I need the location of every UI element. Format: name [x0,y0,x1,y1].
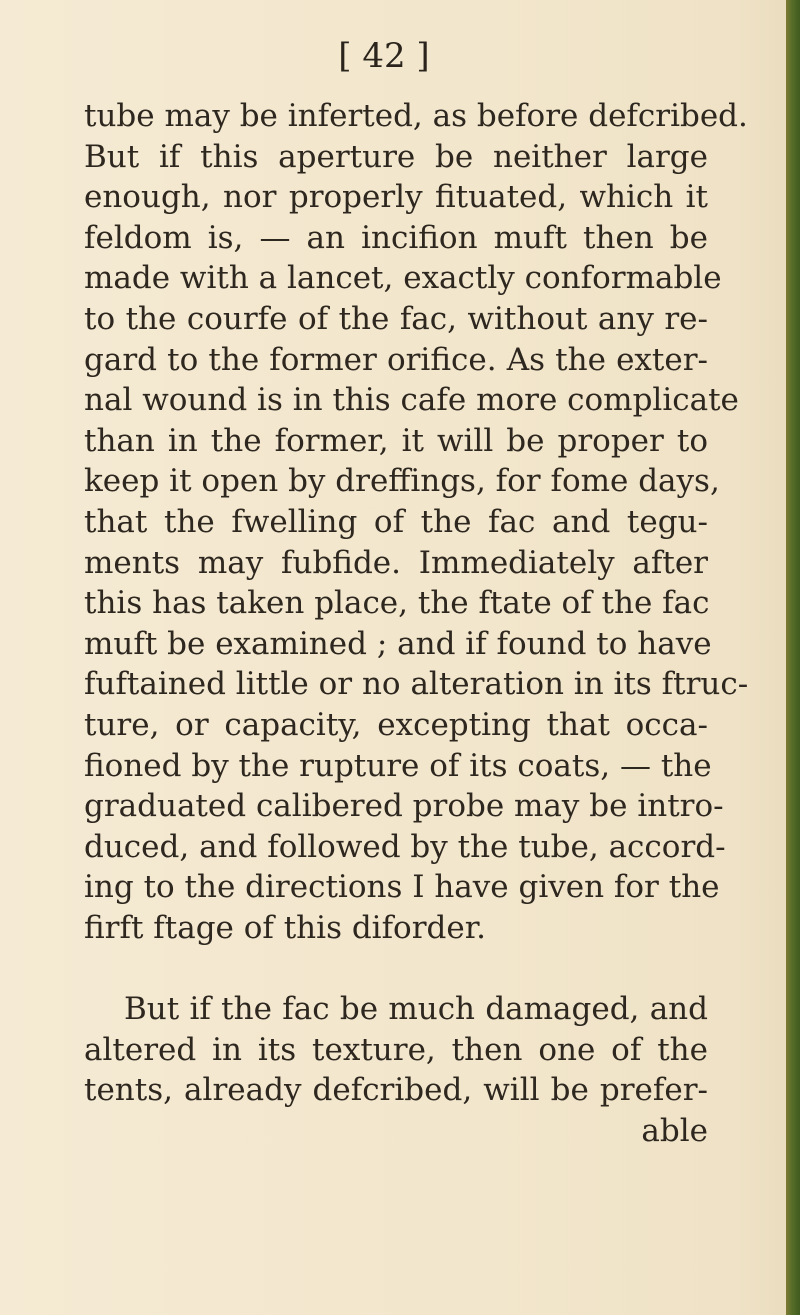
text-line: ing to the directions I have given for the [84,869,720,906]
text-line: enough, nor properly fituated, which it [84,179,708,216]
page-number: [ 42 ] [338,36,430,76]
text-line: made with a lancet, exactly conformable [84,260,722,297]
text-line: muft be examined ; and if found to have [84,625,712,662]
paragraph-gap [84,948,708,989]
text-line: keep it open by dreffings, for fome days, [84,463,720,500]
text-line: ments may fubfide. Immediately after [84,544,708,581]
catchword: able [641,1112,708,1149]
text-line: fioned by the rupture of its coats, — the [84,747,712,784]
text-line: nal wound is in this cafe more complicate [84,382,739,419]
text-line: But if the fac be much damaged, and [124,991,708,1028]
text-line: duced, and followed by the tube, accord- [84,828,726,865]
text-line: feldom is, — an incifion muft then be [84,219,708,256]
book-spine-edge [786,0,800,1315]
text-line: to the courfe of the fac, without any re- [84,300,708,337]
text-line: this has taken place, the ftate of the fac [84,585,710,622]
text-line: But if this aperture be neither large [84,138,708,175]
text-line: firft ftage of this diforder. [84,909,487,946]
text-line: tents, already defcribed, will be prefer- [84,1072,708,1109]
text-line: tube may be inferted, as before defcribed. [84,98,748,134]
text-line: gard to the former orifice. As the exter- [84,341,708,378]
text-line: that the fwelling of the fac and tegu- [84,503,708,540]
text-line: ture, or capacity, excepting that occa- [84,706,708,743]
text-line: fuftained little or no alteration in its ftruc- [84,666,749,703]
text-line: graduated calibered probe may be intro- [84,788,724,825]
body-text [84,96,749,1151]
text-line: altered in its texture, then one of the [84,1031,708,1068]
text-line: than in the former, it will be proper to [84,422,708,459]
